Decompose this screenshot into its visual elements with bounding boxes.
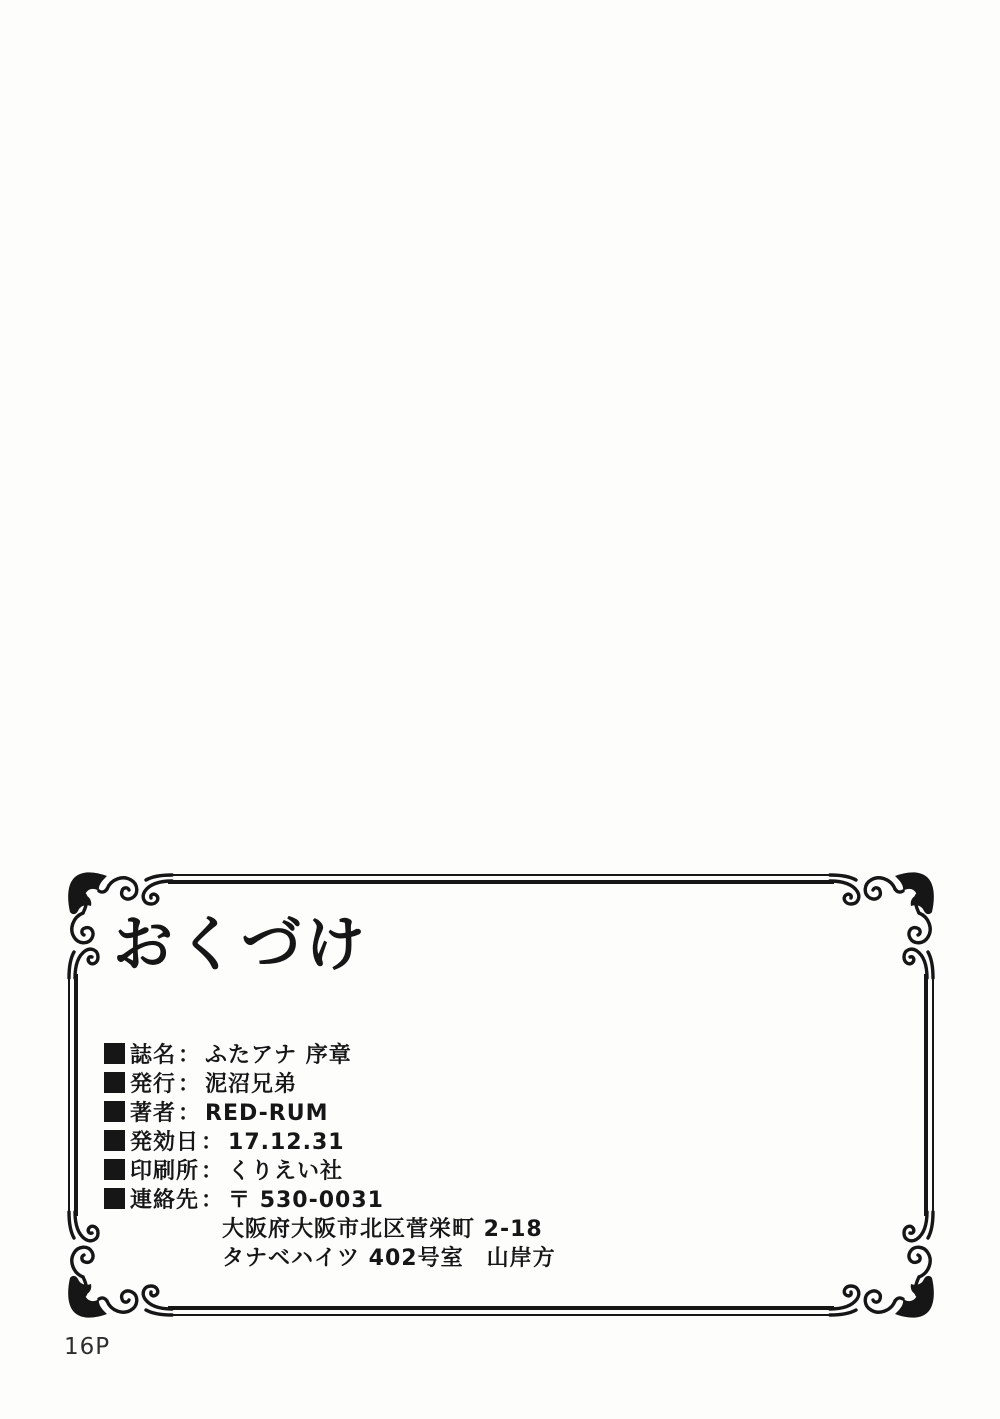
frame-border-top-inner bbox=[168, 880, 834, 884]
colophon-title: おくづけ bbox=[113, 910, 369, 980]
frame-border-left-inner bbox=[74, 974, 78, 1216]
frame-border-bottom-outer bbox=[172, 1314, 830, 1316]
colophon-entry bbox=[104, 1128, 556, 1157]
entry-value: 泥沼兄弟 bbox=[205, 1072, 298, 1097]
bullet-square-icon bbox=[104, 1101, 125, 1122]
frame-border-top-outer bbox=[172, 874, 830, 876]
address-line: 大阪府大阪市北区菅栄町 2-18 bbox=[222, 1217, 543, 1242]
entry-label: 発行 bbox=[130, 1072, 177, 1097]
bullet-square-icon bbox=[104, 1159, 125, 1180]
colophon-entry bbox=[104, 1186, 556, 1215]
entry-label: 誌名 bbox=[130, 1043, 177, 1068]
entry-label: 著者 bbox=[130, 1101, 177, 1126]
colophon-frame bbox=[66, 872, 936, 1318]
entry-value: RED-RUM bbox=[205, 1101, 329, 1126]
frame-border-bottom-inner bbox=[168, 1306, 834, 1310]
entry-separator: ： bbox=[201, 1159, 225, 1184]
frame-border-right-inner bbox=[924, 974, 928, 1216]
bullet-square-icon bbox=[104, 1043, 125, 1064]
entry-separator: ： bbox=[178, 1043, 202, 1068]
colophon-entries bbox=[104, 1041, 556, 1273]
entry-label: 印刷所 bbox=[130, 1159, 200, 1184]
frame-border-right-outer bbox=[932, 978, 934, 1212]
colophon-entry bbox=[104, 1041, 556, 1070]
page-number: 16P bbox=[64, 1334, 111, 1360]
bullet-square-icon bbox=[104, 1188, 125, 1209]
frame-border-left-outer bbox=[68, 978, 70, 1212]
bullet-square-icon bbox=[104, 1072, 125, 1093]
entry-value: くりえい社 bbox=[228, 1159, 344, 1184]
entry-separator: ： bbox=[178, 1072, 202, 1097]
entry-value: 17.12.31 bbox=[228, 1130, 345, 1155]
corner-flourish-icon bbox=[821, 1203, 936, 1318]
colophon-entry bbox=[104, 1070, 556, 1099]
colophon-entry bbox=[104, 1157, 556, 1186]
corner-flourish-icon bbox=[821, 872, 936, 987]
entry-label: 連絡先 bbox=[130, 1188, 200, 1213]
colophon-entry bbox=[104, 1099, 556, 1128]
entry-value: ふたアナ 序章 bbox=[205, 1043, 352, 1068]
entry-separator: ： bbox=[178, 1101, 202, 1126]
entry-separator: ： bbox=[201, 1188, 225, 1213]
entry-value: 〒 530-0031 bbox=[228, 1188, 384, 1213]
address-line: タナベハイツ 402号室 山岸方 bbox=[222, 1246, 556, 1271]
bullet-square-icon bbox=[104, 1130, 125, 1151]
entry-separator: ： bbox=[201, 1130, 225, 1155]
entry-label: 発効日 bbox=[130, 1130, 200, 1155]
